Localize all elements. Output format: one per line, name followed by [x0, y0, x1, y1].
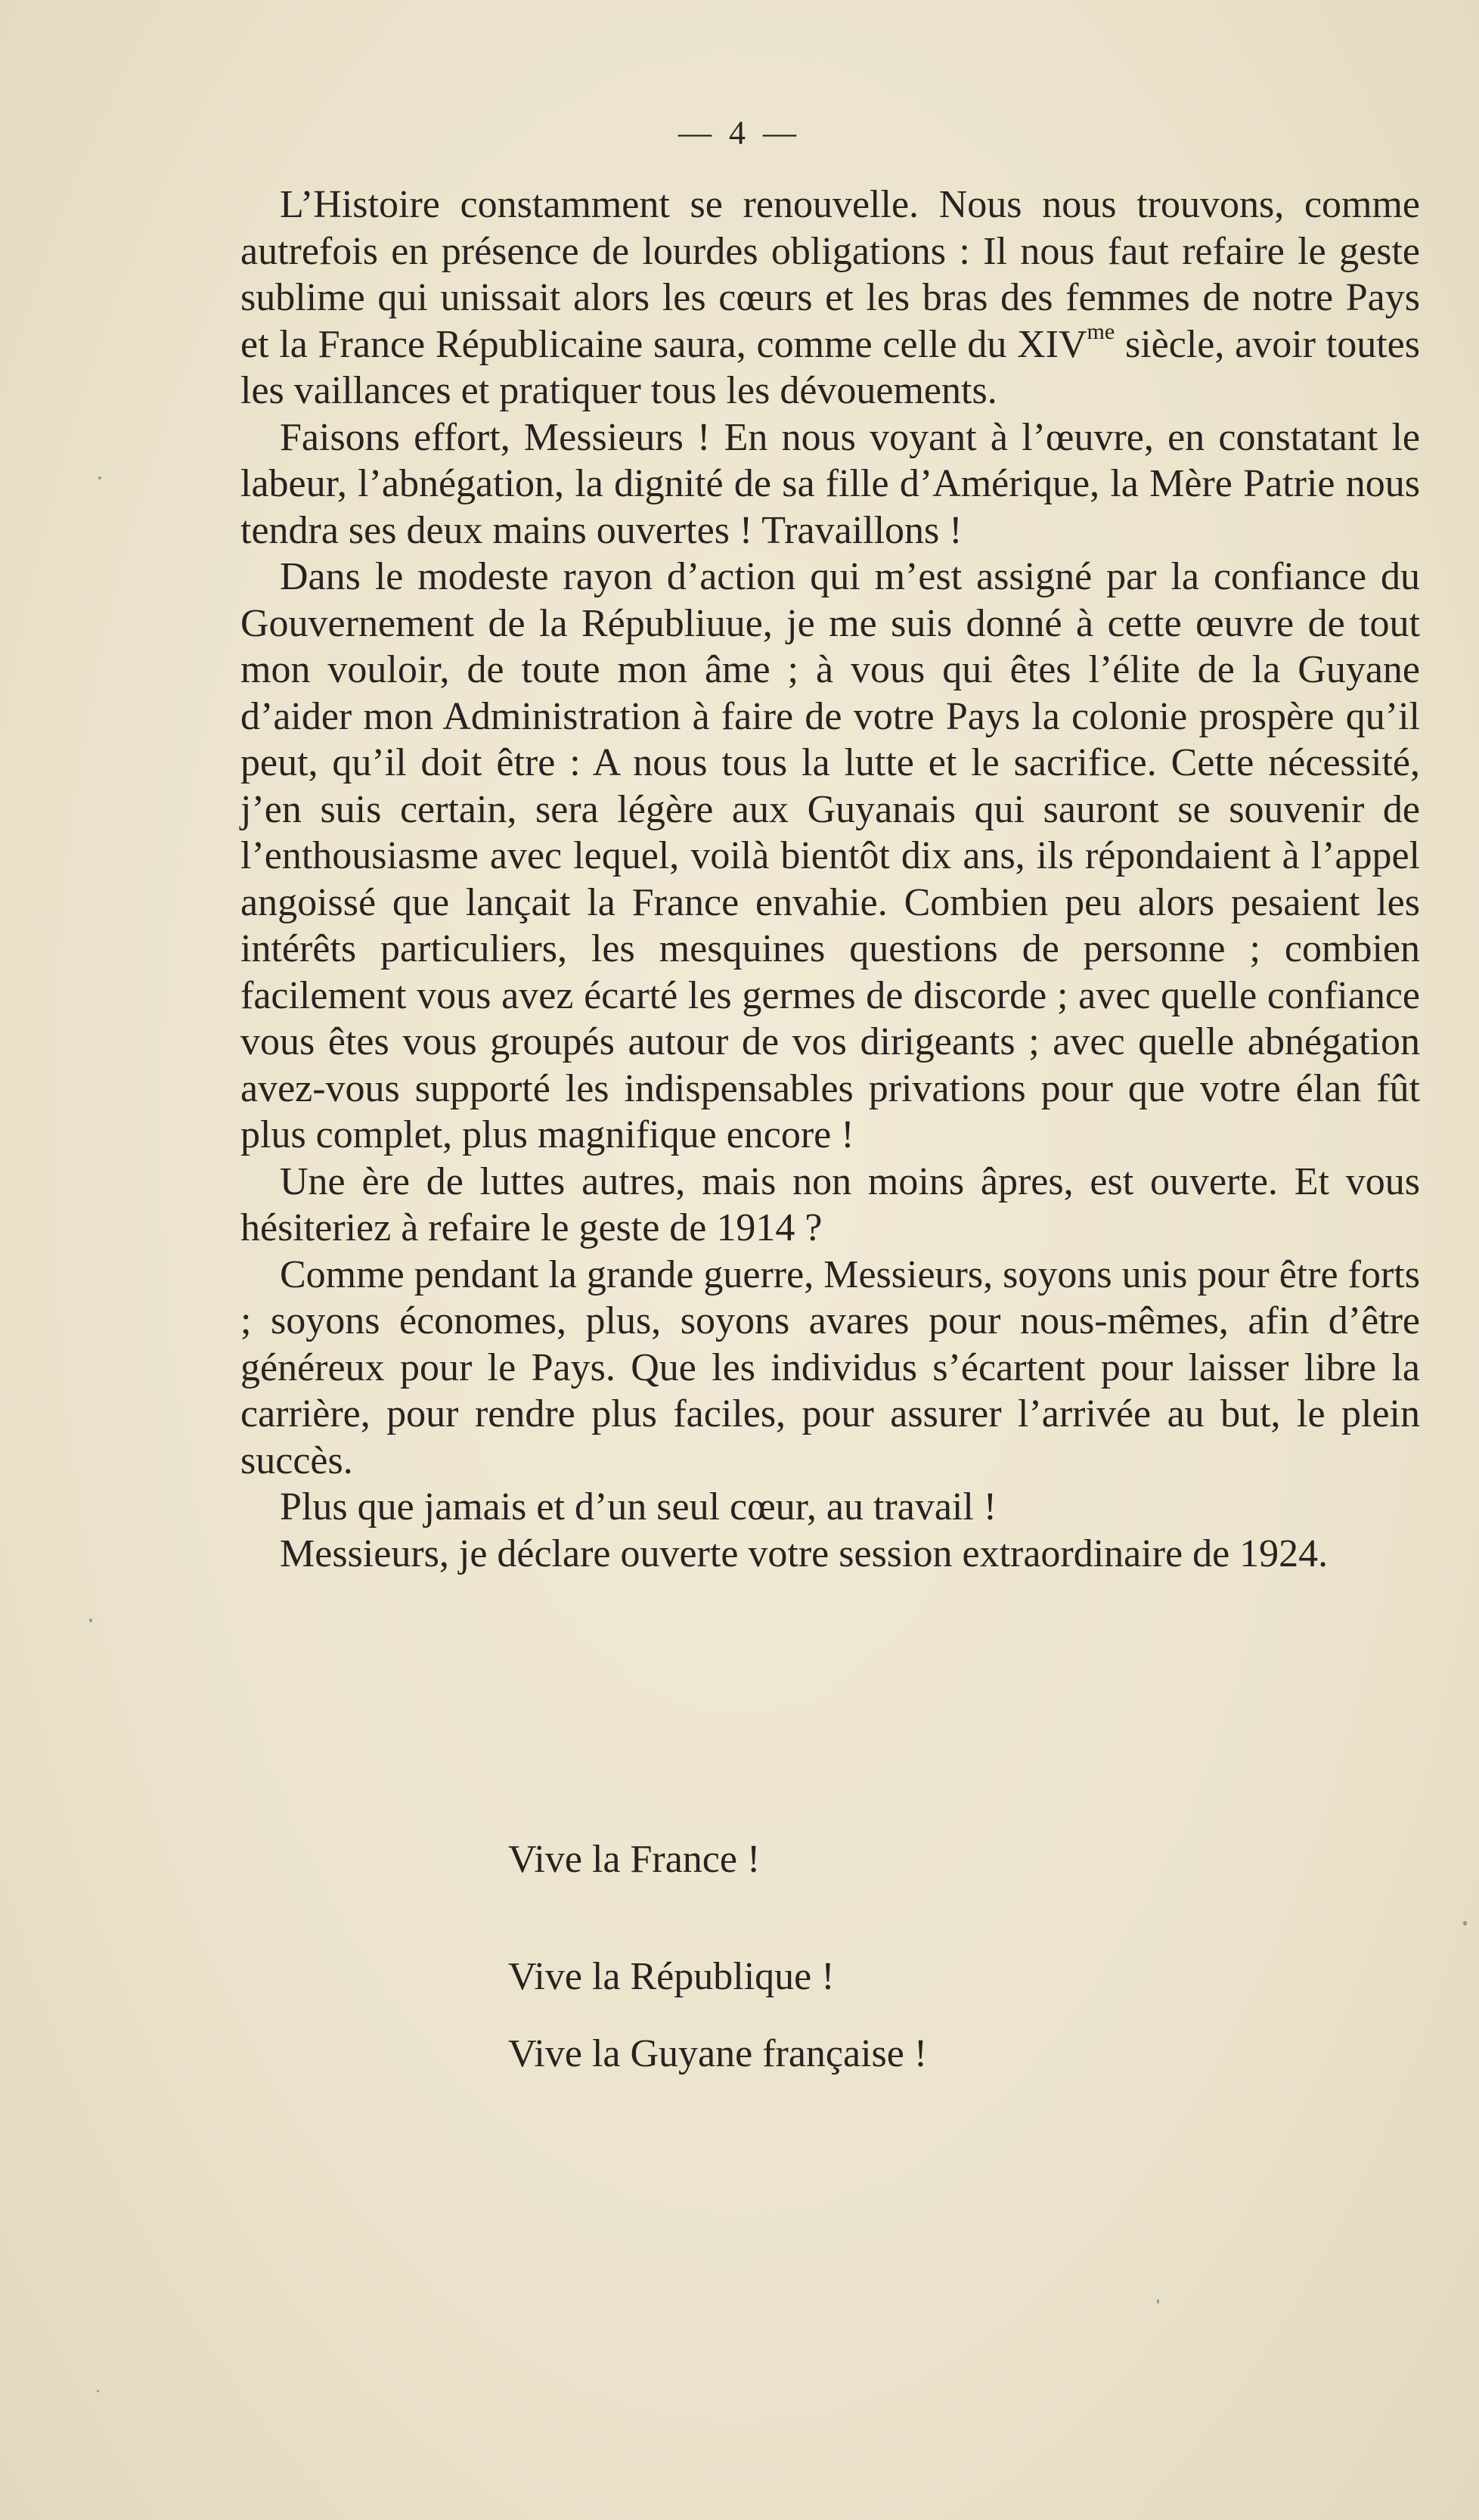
- paragraph-1-tail: siècle, avoir toutes les vaillances et pratiquer tous les dévouements.: [240, 322, 1420, 412]
- closing-line-guyane: Vive la Guyane française !: [508, 2032, 928, 2075]
- paper-speck: [97, 2390, 99, 2392]
- paragraph-2: Faisons effort, Messieurs ! En nous voyant à l’œuvre, en constatant le labeur, l’abnégation, la dignité de sa fille d’Amérique, la Mère Patrie nous tendra ses deux mains ouvertes ! Travaillons !: [240, 415, 1420, 552]
- page-number: — 4 —: [678, 114, 801, 151]
- speech-body: [240, 182, 1420, 1577]
- paper-speck: [98, 476, 101, 479]
- closing-line-republique: Vive la République !: [508, 1955, 835, 1998]
- paragraph-1: [240, 182, 1420, 414]
- paragraph-4: Une ère de luttes autres, mais non moins âpres, est ouverte. Et vous hésiteriez à refaire le geste de 1914 ?: [240, 1159, 1420, 1249]
- century-superscript: me: [1087, 318, 1115, 344]
- paragraph-5: Comme pendant la grande guerre, Messieurs, soyons unis pour être forts ; soyons économes, plus, soyons avares pour nous-mêmes, afin d’être généreux pour le Pays. Que les individus s’écartent pour laisser libre la carrière, pour rendre plus faciles, pour assurer l’arrivée au but, le plein succès.: [240, 1252, 1420, 1482]
- paragraph-7: Messieurs, je déclare ouverte votre session extraordinaire de 1924.: [280, 1532, 1329, 1575]
- paper-speck: [1157, 2299, 1159, 2304]
- paper-speck: [1463, 1921, 1467, 1926]
- paragraph-6: Plus que jamais et d’un seul cœur, au travail !: [280, 1485, 997, 1528]
- paragraph-3: Dans le modeste rayon d’action qui m’est assigné par la confiance du Gouvernement de la Républiuue, je me suis donné à cette œuvre de tout mon vouloir, de toute mon âme ; à vous qui êtes l’élite de la Guyane d’aider mon Administration à faire de votre Pays la colonie prospère qu’il peut, qu’il doit être : A nous tous la lutte et le sacrifice. Cette nécessité, j’en suis certain, sera légère aux Guyanais qui sauront se souvenir de l’enthousiasme avec lequel, voilà bientôt dix ans, ils répondaient à l’appel angoissé que lançait la France envahie. Combien peu alors pesaient les intérêts particuliers, les mesquines questions de personne ; combien facilement vous avez écarté les germes de discorde ; avec quelle confiance vous êtes vous groupés autour de vos dirigeants ; avec quelle abnégation avez-vous supporté les indispensables privations pour que votre élan fût plus complet, plus magnifique encore !: [240, 555, 1420, 1156]
- paper-speck: [89, 1618, 92, 1622]
- closing-line-france: Vive la France !: [508, 1838, 761, 1881]
- paragraph-1-text: L’Histoire constamment se renouvelle. Nous nous trouvons, comme autrefois en présence de lourdes obligations : Il nous faut refaire le geste sublime qui unissait alors les cœurs et les bras des femmes de notre Pays et la France Républicaine saura, comme celle du XIV: [240, 183, 1420, 366]
